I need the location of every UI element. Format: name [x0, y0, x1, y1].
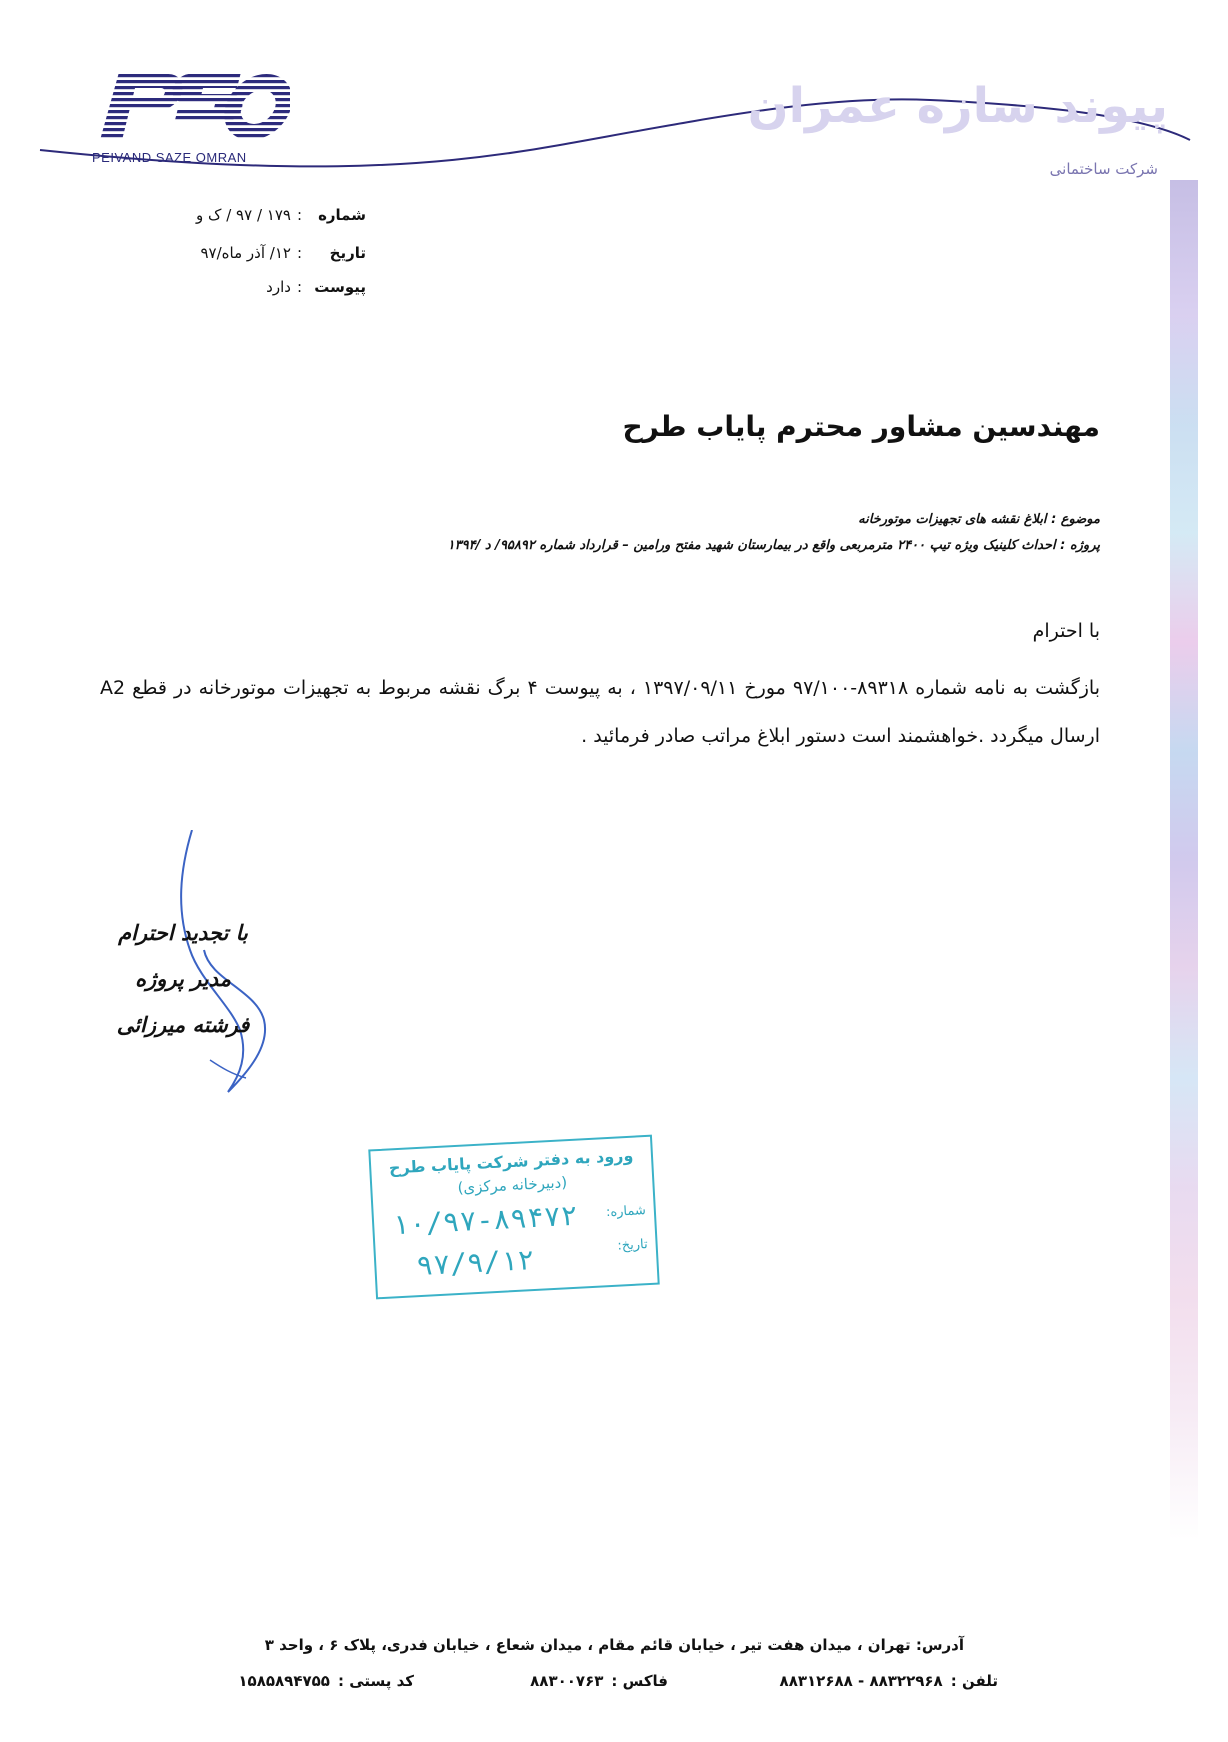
footer-fax: [530, 1672, 668, 1690]
footer-fax-value: ۸۸۳۰۰۷۶۳: [530, 1672, 604, 1690]
meta-number-value: ۱۷۹ / ۹۷ / ک و: [196, 206, 291, 224]
stamp-number-value: ۱۰/۹۷-۸۹۴۷۲: [391, 1198, 579, 1242]
footer-phone-label: تلفن :: [950, 1672, 998, 1690]
footer-phone-value: ۸۸۳۲۲۹۶۸ - ۸۸۳۱۲۶۸۸: [779, 1672, 943, 1690]
footer-fax-label: فاکس :: [611, 1672, 668, 1690]
footer-postal-label: کد پستی :: [337, 1672, 414, 1690]
footer-phone: [780, 1672, 998, 1690]
signer-title: مدیر پروژه: [135, 967, 231, 991]
signer-name: فرشته میرزائی: [116, 1013, 250, 1037]
brand-subtitle: شرکت ساختمانی: [1049, 160, 1158, 178]
logo-subtitle: PEIVAND SAZE OMRAN: [92, 150, 247, 165]
footer-address: آدرس: تهران ، میدان هفت تیر ، خیابان قائم مقام ، میدان شعاع ، خیابان فدری، پلاک ۶ ، واحد ۳: [264, 1636, 964, 1654]
received-stamp: [368, 1135, 659, 1300]
project-line: پروژه : احداث کلینیک ویژه تیپ ۲۴۰۰ مترمربعی واقع در بیمارستان شهید مفتح ورامین – قرارداد شماره ۹۵۸۹۲/ د /۱۳۹۴: [447, 538, 1100, 553]
stamp-title: ورود به دفتر شرکت پایاب طرح: [388, 1145, 634, 1178]
closing-line: با تجدید احترام: [118, 921, 248, 945]
letter-body: بازگشت به نامه شماره ۸۹۳۱۸-۹۷/۱۰۰ مورخ ۱۳۹۷/۰۹/۱۱ ، به پیوست ۴ برگ نقشه مربوط به تجهیزات موتورخانه در قطع A2 ارسال میگردد .خواهشمند است دستور ابلاغ مراتب صادر فرمائید .: [100, 677, 1100, 747]
closing-block: [93, 910, 273, 1048]
meta-date-value: ۱۲/ آذر ماه/۹۷: [200, 244, 291, 262]
meta-date: تاریخ:۱۲/ آذر ماه/۹۷: [200, 244, 366, 262]
meta-attachment: پیوست:دارد: [266, 278, 366, 296]
meta-number: شماره:۱۷۹ / ۹۷ / ک و: [196, 206, 366, 224]
meta-date-label: تاریخ: [329, 244, 366, 262]
subject-line: موضوع : ابلاغ نقشه های تجهیزات موتورخانه: [858, 512, 1100, 527]
footer-postal-value: ۱۵۸۵۸۹۴۷۵۵: [238, 1672, 330, 1690]
brand-name: پیوند سازه عمران: [747, 78, 1168, 134]
meta-attachment-value: دارد: [266, 278, 291, 296]
stamp-subtitle: (دبیرخانه مرکزی): [457, 1173, 568, 1197]
stamp-date-value: ۹۷/۹/۱۲: [415, 1243, 536, 1283]
stamp-date-label: تاریخ:: [617, 1237, 649, 1254]
meta-number-label: شماره: [318, 206, 366, 224]
greeting: با احترام: [1032, 620, 1100, 642]
meta-attachment-label: پیوست: [314, 278, 366, 296]
footer-postal-code: [238, 1672, 414, 1690]
stamp-number-label: شماره:: [605, 1203, 647, 1221]
recipient-heading: مهندسین مشاور محترم پایاب طرح: [622, 410, 1100, 443]
decorative-color-strip: [1170, 180, 1198, 1540]
